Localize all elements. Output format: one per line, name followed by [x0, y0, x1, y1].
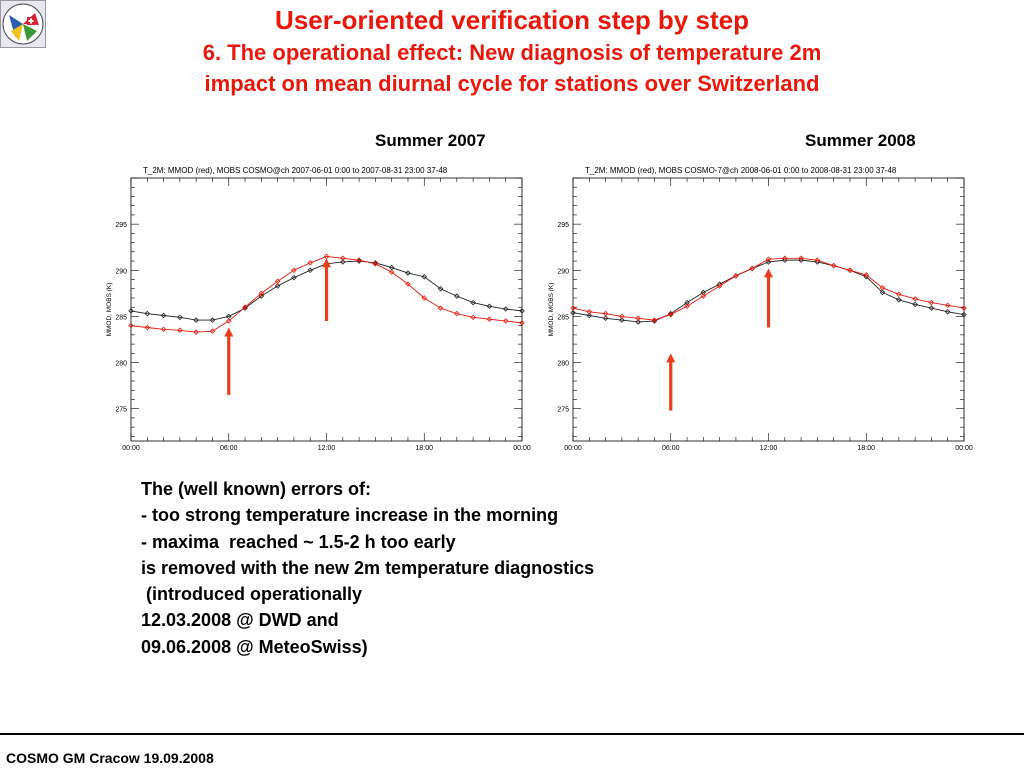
highlight-arrow-head — [764, 268, 773, 277]
y-tick-label: 275 — [115, 406, 127, 414]
x-tick-label: 06:00 — [661, 445, 680, 452]
x-tick-label: 00:00 — [955, 445, 973, 452]
x-tick-label: 12:00 — [759, 445, 778, 452]
chart-summer-2008 — [546, 160, 980, 457]
x-tick-label: 00:00 — [513, 445, 531, 452]
explanation-text — [141, 476, 594, 660]
x-tick-label: 00:00 — [122, 445, 140, 452]
x-tick-label: 18:00 — [857, 445, 876, 452]
y-tick-label: 295 — [115, 222, 127, 230]
x-tick-label: 06:00 — [219, 445, 238, 452]
y-tick-label: 285 — [557, 314, 569, 322]
y-axis-label: MMOD, MOBS (K) — [106, 282, 113, 337]
highlight-arrow-head — [666, 353, 675, 362]
y-tick-label: 290 — [115, 268, 127, 276]
chart-title: T_2M: MMOD (red), MOBS COSMO@ch 2007-06-01 0:00 to 2007-08-31 23:00 37-48 — [143, 166, 448, 175]
slide-subtitle-line1: 6. The operational effect: New diagnosis of temperature 2m — [202, 40, 822, 65]
note-line: - too strong temperature increase in the morning — [141, 505, 559, 526]
note-line: is removed with the new 2m temperature diagnostics — [141, 557, 595, 578]
chart-label-2007: Summer 2007 — [375, 131, 486, 150]
footer-text: COSMO GM Cracow 19.09.2008 — [6, 750, 214, 766]
highlight-arrow-head — [322, 258, 331, 267]
chart-summer-2007 — [104, 160, 538, 457]
note-line: - maxima reached ~ 1.5-2 h too early — [141, 531, 456, 552]
y-tick-label: 280 — [557, 360, 569, 368]
y-tick-label: 280 — [115, 360, 127, 368]
note-line: The (well known) errors of: — [141, 479, 372, 499]
chart-title: T_2M: MMOD (red), MOBS COSMO-7@ch 2008-06-01 0:00 to 2008-08-31 23:00 37-48 — [585, 166, 897, 175]
y-tick-label: 295 — [557, 222, 569, 230]
y-axis-label: MMOD, MOBS (K) — [548, 282, 555, 337]
x-tick-label: 00:00 — [564, 445, 582, 452]
x-tick-label: 12:00 — [317, 445, 336, 452]
chart-label-2008: Summer 2008 — [805, 131, 916, 150]
y-tick-label: 275 — [557, 406, 569, 414]
slide-title: User-oriented verification step by step — [275, 5, 749, 35]
x-tick-label: 18:00 — [415, 445, 434, 452]
note-line: 09.06.2008 @ MeteoSwiss) — [141, 636, 368, 657]
footer-divider — [0, 733, 1024, 735]
chart-svg-2007 — [104, 160, 538, 452]
note-line: (introduced operationally — [141, 584, 363, 605]
y-tick-label: 290 — [557, 268, 569, 276]
highlight-arrow-head — [224, 327, 233, 336]
chart-svg-2008 — [546, 160, 980, 452]
note-line: 12.03.2008 @ DWD and — [141, 610, 339, 631]
y-tick-label: 285 — [115, 314, 127, 322]
slide-subtitle-line2: impact on mean diurnal cycle for stations over Switzerland — [204, 71, 820, 96]
